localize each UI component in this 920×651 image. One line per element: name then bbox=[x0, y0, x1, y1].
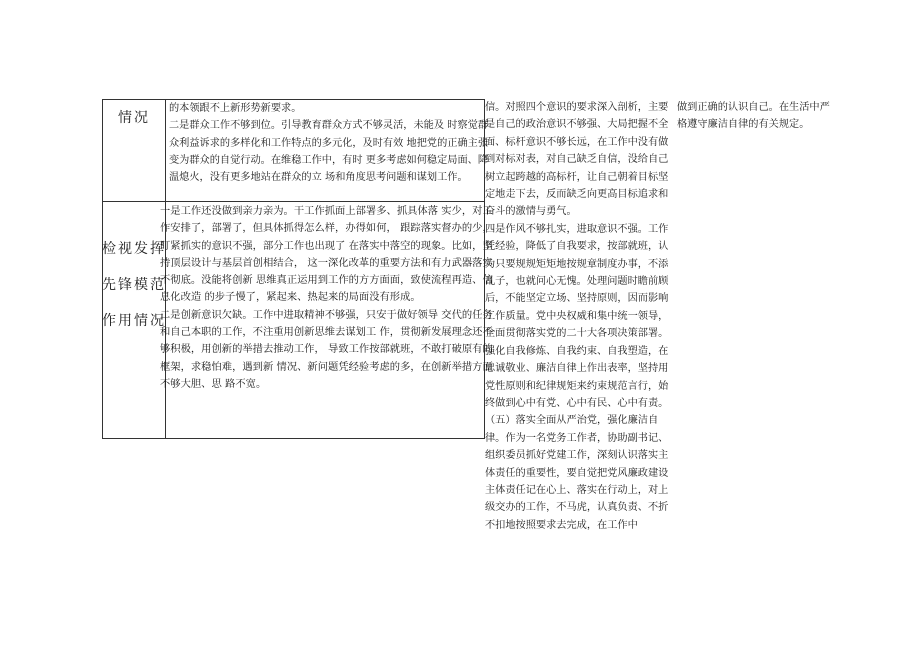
text-column-middle: 信。对照四个意识的要求深入剖析，主要是自己的政治意识不够强、大局把握不全面、标杆意识不够长远，在工作中没有做到对标对表，对自己缺乏自信，没给自己树立起跨越的高标杆，让自己朝着目标坚定地走下去，反而缺乏向更高目标追求和奋斗的激情与勇气。 四是作风不够扎实，进取意识不强。工作凭经验，降低了自我要求，按部就班，认为只要规规矩矩地按规章制度办事，不添乱子，也就问心无愧。处理问题时瞻前顾后，不能坚定立场、坚持原则，因而影响工作质量。党中央权威和集中统一领导，全面贯彻落实党的二十大各项决策部署。强化自我修炼、自我约束、自我塑造，在忠诚敬业、廉洁自律上作出表率，坚持用党性原则和纪律规矩来约束规范言行，始终做到心中有党、心中有民、心中有责。 （五）落实全面从严治党，强化廉洁自律。作为一名党务工作者，协助副书记、组织委员抓好党建工作，深刻认识落实主体责任的重要性，要自觉把党风廉政建设主体责任记在心上、落实在行动上，对上级交办的工作，不马虎，认真负责、不折不扣地按照要求去完成，在工作中 bbox=[485, 102, 669, 531]
row-label-cell bbox=[103, 100, 166, 201]
row-label: 先锋模范 bbox=[102, 277, 166, 293]
row-label: 作用情况 bbox=[102, 313, 166, 329]
self-review-table bbox=[102, 99, 493, 439]
row-label: 情况 bbox=[118, 110, 150, 126]
text-column-right: 做到正确的认识自己。在生活中严格遵守廉洁自律的有关规定。 bbox=[677, 102, 830, 131]
row-label-cell bbox=[103, 201, 166, 438]
row-label: 检视发挥 bbox=[102, 241, 166, 257]
row-content-cell bbox=[169, 100, 494, 201]
row-content-cell bbox=[160, 203, 494, 438]
row-content-text: 的本领跟不上新形势新要求。 二是群众工作不够到位。引导教育群众方式不够灵活，未能及 时察觉群众利益诉求的多样化和工作特点的多元化，及时有效 地把党的正确主张变为群众的自觉行动。在维稳工作中，有时 更多考虑如何稳定局面、降温熄火，没有更多地站在群众的立 场和角度思考问题和谋划工作。 bbox=[169, 103, 489, 184]
table-row bbox=[103, 100, 489, 202]
row-content-text: 一是工作还没做到亲力亲为。干工作抓面上部署多、抓具体落 实少，对工作安排了，部署了，但具体抓得怎么样，办得如何， 跟踪落实督办的少，盯紧抓实的意识不强，部分工作也出现了 在落实中落空的现象。比如，坚持顶层设计与基层首创相结合， 这一深化改革的重要方法和有力武器落实不彻底。没能将创新 思维真正运用到工作的方方面面，致使流程再造、信息化改造 的步子慢了，紧起来、热起来的局面没有形成。 二是创新意识欠缺。工作中进取精神不够强，只安于做好领导 交代的任务和自己本职的工作，不注重用创新思维去谋划工 作，贯彻新发展理念还不够积极，用创新的举措去推动工作， 导致工作按部就班，不敢打破原有的框架，求稳怕难，遇到新 情况、新问题凭经验考虑的多，在创新举措方面不够大胆、思 路不宽。 bbox=[160, 205, 493, 390]
table-row bbox=[102, 201, 493, 438]
